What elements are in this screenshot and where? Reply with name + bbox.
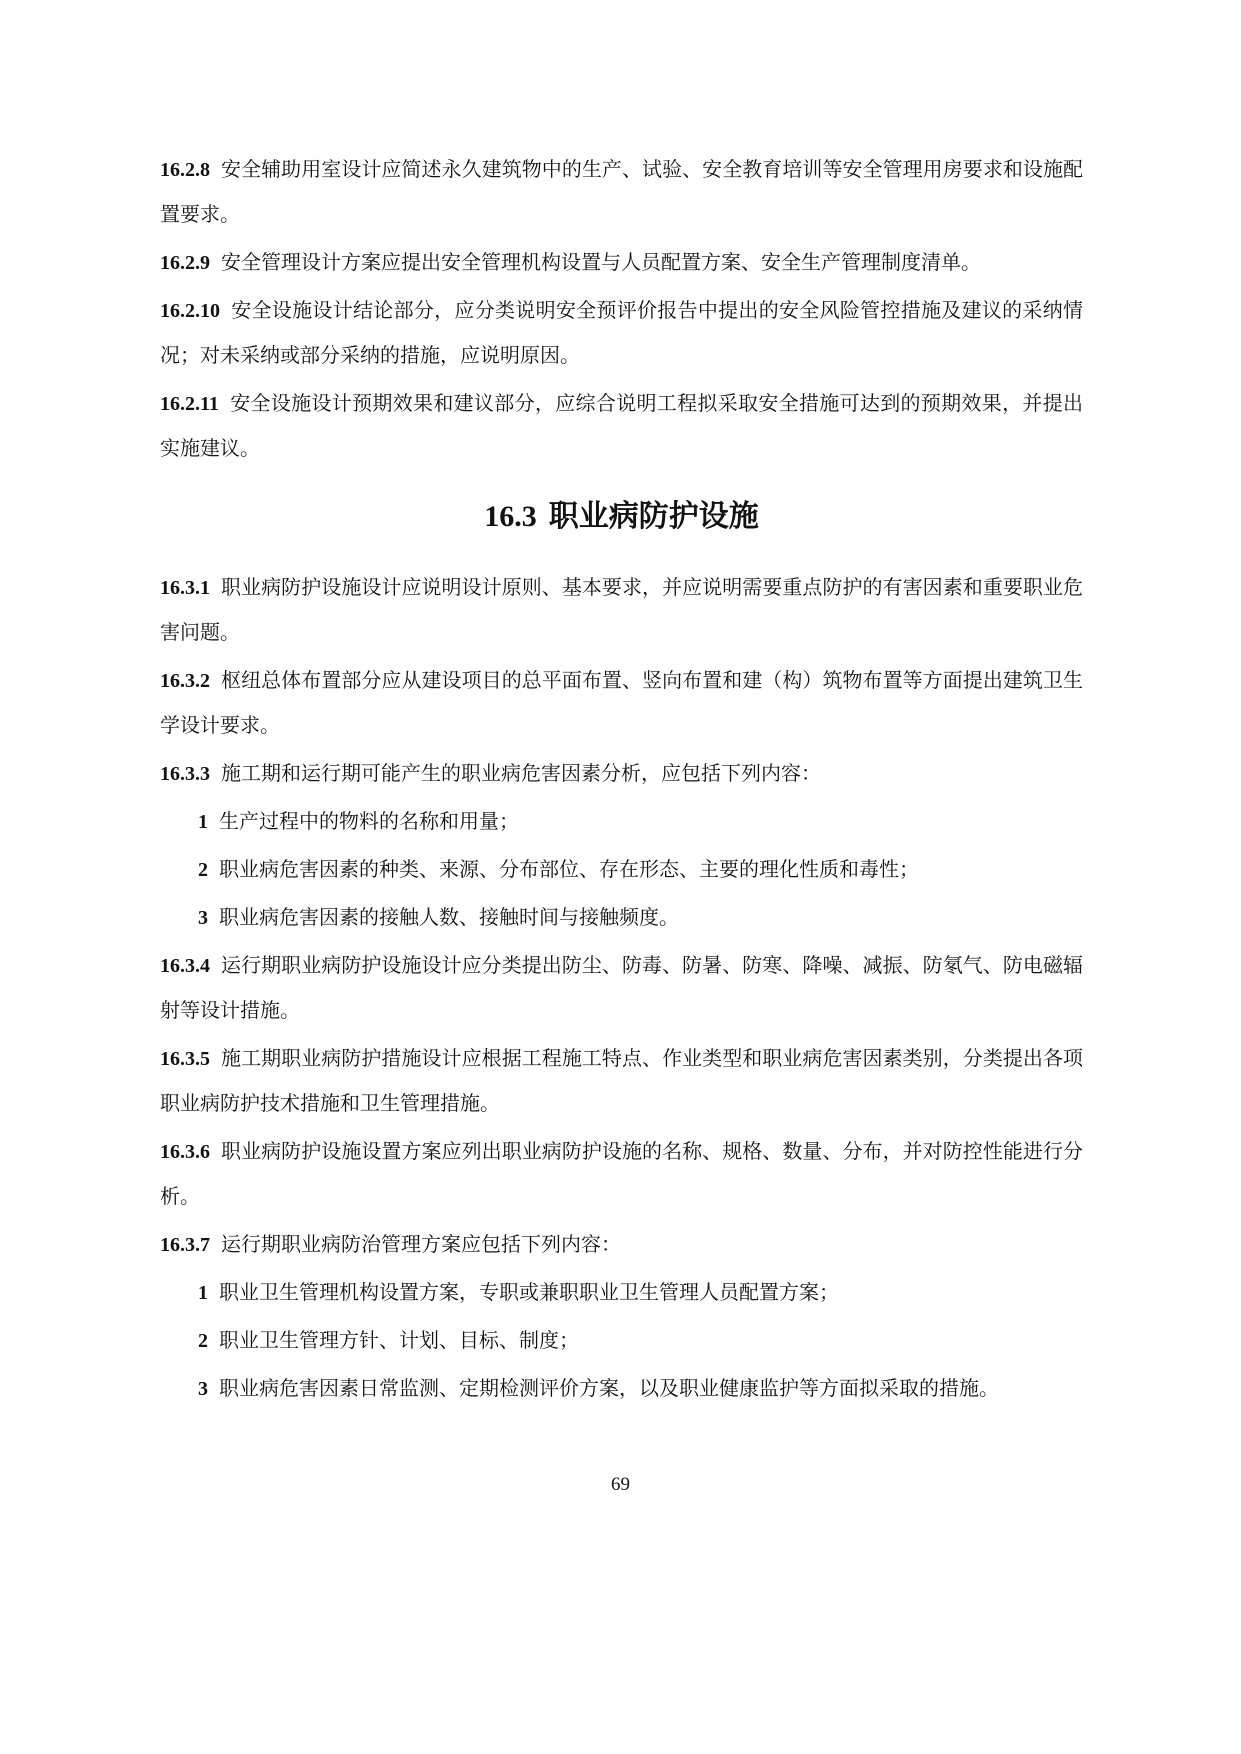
item-number: 1 bbox=[198, 811, 208, 833]
item-text: 职业卫生管理方针、计划、目标、制度； bbox=[219, 1330, 579, 1352]
item-text: 职业病危害因素的接触人数、接触时间与接触频度。 bbox=[219, 907, 679, 929]
clause-16.3.5 bbox=[160, 1037, 1083, 1127]
item-number: 3 bbox=[198, 1378, 208, 1400]
item-text: 安全辅助用室设计应简述永久建筑物中的生产、试验、安全教育培训等安全管理用房要求和设施配置要求。 bbox=[160, 159, 1083, 226]
clause-16.3.1 bbox=[160, 566, 1083, 656]
item-number: 3 bbox=[198, 907, 208, 929]
section-number: 16.3 bbox=[484, 500, 537, 533]
clause-16.2.8 bbox=[160, 148, 1083, 238]
item-number: 2 bbox=[198, 859, 208, 881]
item-text: 职业病防护设施设置方案应列出职业病防护设施的名称、规格、数量、分布，并对防控性能进行分析。 bbox=[160, 1141, 1083, 1208]
item-text: 运行期职业病防护设施设计应分类提出防尘、防毒、防暑、防寒、降噪、减振、防氡气、防电磁辐射等设计措施。 bbox=[160, 955, 1083, 1022]
clause-16.2.9 bbox=[160, 241, 1083, 286]
clause-16.3.3 bbox=[160, 752, 1083, 797]
document-body bbox=[160, 148, 1083, 1415]
section-title: 职业病防护设施 bbox=[548, 500, 759, 533]
list-item-3 bbox=[160, 896, 1083, 941]
item-text: 安全设施设计结论部分，应分类说明安全预评价报告中提出的安全风险管控措施及建议的采纳情况；对未采纳或部分采纳的措施，应说明原因。 bbox=[160, 300, 1083, 367]
item-number: 16.2.11 bbox=[160, 393, 219, 415]
item-number: 16.2.8 bbox=[160, 159, 210, 181]
item-text: 职业病危害因素的种类、来源、分布部位、存在形态、主要的理化性质和毒性； bbox=[219, 859, 919, 881]
item-text: 运行期职业病防治管理方案应包括下列内容： bbox=[221, 1234, 621, 1256]
list-item-2 bbox=[160, 848, 1083, 893]
item-text: 安全管理设计方案应提出安全管理机构设置与人员配置方案、安全生产管理制度清单。 bbox=[221, 252, 981, 274]
section-heading-16.3 bbox=[160, 496, 1083, 538]
clause-16.3.6 bbox=[160, 1130, 1083, 1220]
clause-16.2.11 bbox=[160, 382, 1083, 472]
item-text: 施工期和运行期可能产生的职业病危害因素分析，应包括下列内容： bbox=[221, 763, 821, 785]
list-item-2 bbox=[160, 1319, 1083, 1364]
item-text: 职业卫生管理机构设置方案，专职或兼职职业卫生管理人员配置方案； bbox=[219, 1282, 839, 1304]
item-text: 职业病危害因素日常监测、定期检测评价方案，以及职业健康监护等方面拟采取的措施。 bbox=[219, 1378, 999, 1400]
item-number: 16.3.2 bbox=[160, 670, 210, 692]
item-number: 16.3.7 bbox=[160, 1234, 210, 1256]
item-number: 16.3.4 bbox=[160, 955, 210, 977]
item-text: 生产过程中的物料的名称和用量； bbox=[219, 811, 519, 833]
item-number: 16.3.3 bbox=[160, 763, 210, 785]
page-number: 69 bbox=[611, 1474, 630, 1495]
clause-16.3.7 bbox=[160, 1223, 1083, 1268]
item-text: 职业病防护设施设计应说明设计原则、基本要求，并应说明需要重点防护的有害因素和重要职业危害问题。 bbox=[160, 577, 1083, 644]
list-item-3 bbox=[160, 1367, 1083, 1412]
item-number: 16.3.1 bbox=[160, 577, 210, 599]
clause-16.3.4 bbox=[160, 944, 1083, 1034]
item-number: 16.2.10 bbox=[160, 300, 220, 322]
item-number: 16.3.5 bbox=[160, 1048, 210, 1070]
item-text: 枢纽总体布置部分应从建设项目的总平面布置、竖向布置和建（构）筑物布置等方面提出建筑卫生学设计要求。 bbox=[160, 670, 1083, 737]
list-item-1 bbox=[160, 800, 1083, 845]
item-text: 施工期职业病防护措施设计应根据工程施工特点、作业类型和职业病危害因素类别，分类提出各项职业病防护技术措施和卫生管理措施。 bbox=[160, 1048, 1083, 1115]
clause-16.2.10 bbox=[160, 289, 1083, 379]
item-number: 1 bbox=[198, 1282, 208, 1304]
clause-16.3.2 bbox=[160, 659, 1083, 749]
page-footer bbox=[0, 1474, 1241, 1496]
item-number: 16.2.9 bbox=[160, 252, 210, 274]
item-number: 16.3.6 bbox=[160, 1141, 210, 1163]
item-text: 安全设施设计预期效果和建议部分，应综合说明工程拟采取安全措施可达到的预期效果，并提出实施建议。 bbox=[160, 393, 1083, 460]
list-item-1 bbox=[160, 1271, 1083, 1316]
item-number: 2 bbox=[198, 1330, 208, 1352]
